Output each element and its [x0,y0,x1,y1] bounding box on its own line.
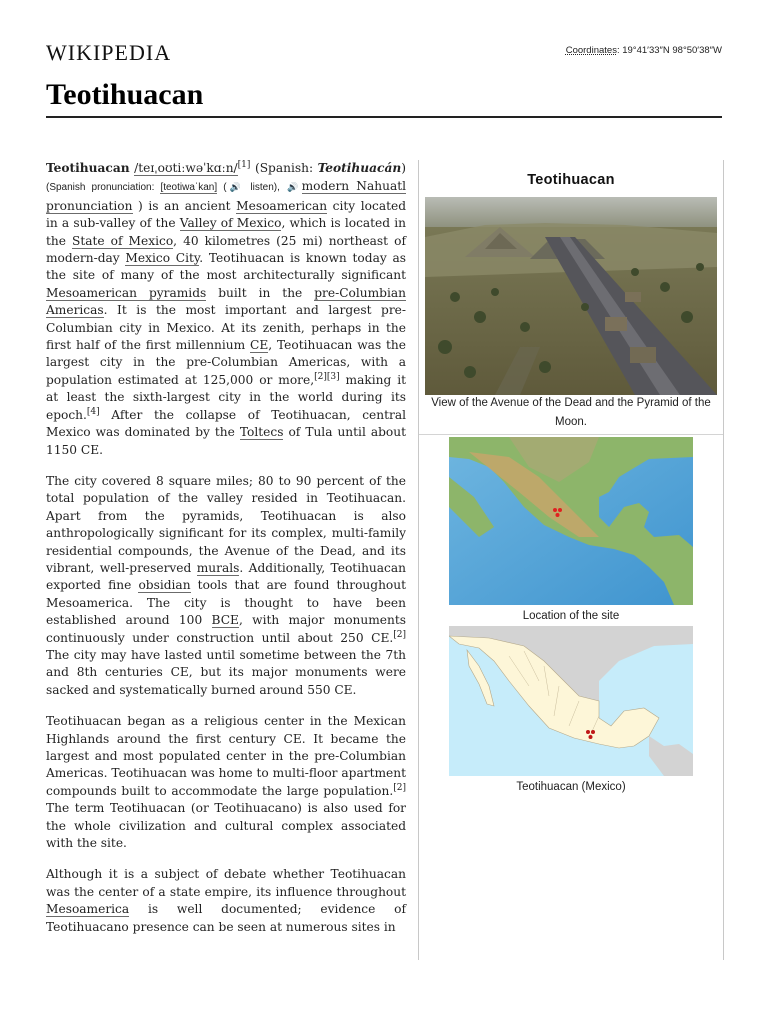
spanish-prefix: (Spanish: [250,161,318,175]
reference-2b[interactable]: [2] [393,629,406,640]
speaker-icon[interactable]: 🔊 [226,182,245,193]
article-body [46,160,406,950]
p3-text-2: The term Teotihuacan (or Teotihuacano) is also used for the whole civilization and cultural complex associated with the site. [46,801,406,851]
caption-location: Location of the site [522,610,620,622]
lead-text-5: . Teotihuacan is known today as the site of many of the most architecturally significant [46,251,407,283]
reference-3[interactable]: [3] [326,371,340,382]
lead-text-10: After the collapse of Teotihuacan, central Mexico was dominated by the [46,407,406,440]
lead-text-2: city located in a sub-valley of the [46,198,406,231]
infobox-separator [419,434,723,435]
link-nahuatl-pronunciation[interactable]: modern Nahuatl pronunciation [46,179,407,213]
spanish-ipa[interactable]: [teotiwaˈkan] [160,182,218,194]
lead-text-7: . It is the most important and largest pre-Columbian city in Mexico. At its zenith, perhaps in the first half of the first millennium [46,303,406,353]
paragraph-2 [46,473,406,699]
link-mesoamerica[interactable]: Mesoamerica [46,902,130,917]
p2-text-1: The city covered 8 square miles; 80 to 90 percent of the total population of the valley resided in Teotihuacan. Apart from the pyramids, Teotihuacan is also anthropologically significant for its complex, multi-family residential compounds, the Avenue of the Dead, and its vibrant, well-preserved [46,473,406,575]
speaker-icon-nahuatl[interactable]: 🔊 [287,183,302,194]
link-toltecs[interactable]: Toltecs [239,425,284,440]
ipa-pronunciation[interactable]: /teɪˌoʊtiːwəˈkɑːn/ [134,161,238,175]
lead-text-9: making it at least the sixth-largest city in the world during its epoch. [46,372,406,422]
link-obsidian[interactable]: obsidian [138,578,191,593]
mexico-locator-map[interactable] [449,626,693,776]
p2-text-4: , with major monuments continuously under construction until about 250 CE. [46,613,406,645]
lead-text-3: , which is located in the [46,216,406,248]
paragraph-3 [46,713,406,852]
pronunciation-close: ), [273,182,280,194]
link-pre-columbian-americas[interactable]: pre-Columbian Americas [46,285,406,318]
page-header [46,40,722,70]
lead-text-11: of Tula until about 1150 CE. [46,425,407,457]
pronunciation-label: (Spanish pronunciation: [46,182,161,194]
page-title: Teotihuacan [46,78,204,111]
p3-text-1: Teotihuacan began as a religious center in the Mexican Highlands around the first century CE. It became the largest and most populated center in the pre-Columbian Americas. Teotihuacan was home to multi-floor apartment compounds built to accommodate the large population. [46,714,406,798]
p2-text-2: . Additionally, Teotihuacan exported fine [46,560,406,593]
lead-text-6: built in the [206,285,315,300]
lead-paragraph: Teotihuacan /teɪˌoʊtiːwəˈkɑːn/[1] (Spanish: Teotihuacán) (Spanish pronunciation: [teotiwaˈkan] (🔊 listen), 🔊modern Nahuatl pronunciation ) is an ancient Mesoamerican city located in a sub-valley of the Valley of Mexico, which is located in the State of Mexico, 40 kilometres (25 mi) northeast of modern-day Mexico City. Teotihuacan is known today as the site of many of the most architecturally significant Mesoamerican pyramids built in the pre-Columbian Americas. It is the most important and largest pre-Columbian city in Mexico. At its zenith, perhaps in the first half of the first millennium CE, Teotihuacan was the largest city in the pre-Columbian Americas, with a population estimated at 125,000 or more,[2][3] making it at least the sixth-largest city in the world during its epoch.[4] After the collapse of Teotihuacan, central Mexico was dominated by the Toltecs of Tula until about 1150 CE. [46,159,407,457]
lead-term: Teotihuacan [46,161,130,175]
lead-text-1: ) is an ancient [132,198,237,213]
lead-text-4: , 40 kilometres (25 mi) northeast of modern-day [46,233,406,266]
link-bce[interactable]: BCE [211,613,239,628]
p2-text-5: The city may have lasted until sometime between the 7th and 8th centuries CE, but its major monuments were sacked and systematically burned around 550 CE. [46,647,406,697]
reference-2c[interactable]: [2] [393,782,406,793]
coordinates-value: : 19°41′33″N 98°50′38″W [616,45,722,56]
caption-avenue: View of the Avenue of the Dead and the Pyramid of the Moon. [431,397,711,428]
link-mexico-city[interactable]: Mexico City [125,251,200,266]
link-ce[interactable]: CE [250,338,269,353]
link-murals[interactable]: murals [196,560,240,575]
link-state-of-mexico[interactable]: State of Mexico [72,233,174,248]
link-mesoamerican[interactable]: Mesoamerican [236,198,328,213]
spanish-term: Teotihuacán [317,161,402,175]
p4-text-1: Although it is a subject of debate whether Teotihuacan was the center of a state empire, its influence throughout [46,867,406,899]
wikipedia-wordmark[interactable]: WIKIPEDIA [46,40,172,65]
link-valley-of-mexico[interactable]: Valley of Mexico [179,216,282,231]
relief-location-map[interactable] [449,437,693,605]
infobox-title: Teotihuacan [527,172,615,188]
caption-mexico: Teotihuacan (Mexico) [516,781,626,793]
reference-1[interactable]: [1] [237,159,251,170]
p2-text-3: tools that are found throughout Mesoamerica. The city is thought to have been established around 100 [46,578,407,628]
lead-text-8: , Teotihuacan was the largest city in the pre-Columbian Americas, with a population estimated at 125,000 or more, [46,338,406,387]
avenue-of-the-dead-image[interactable] [425,197,717,395]
link-mesoamerican-pyramids[interactable]: Mesoamerican pyramids [46,285,207,300]
infobox [418,160,724,960]
listen-link[interactable]: listen [250,182,274,194]
coordinates-label[interactable]: Coordinates [565,45,617,56]
paren-close: ) [401,161,406,175]
p4-text-2: is well documented; evidence of Teotihuacano presence can be seen at numerous sites in [46,902,406,934]
paragraph-4 [46,866,406,936]
coordinates[interactable] [566,45,722,56]
title-divider [46,116,722,118]
reference-4[interactable]: [4] [86,406,100,417]
reference-2[interactable]: [2] [314,371,327,382]
